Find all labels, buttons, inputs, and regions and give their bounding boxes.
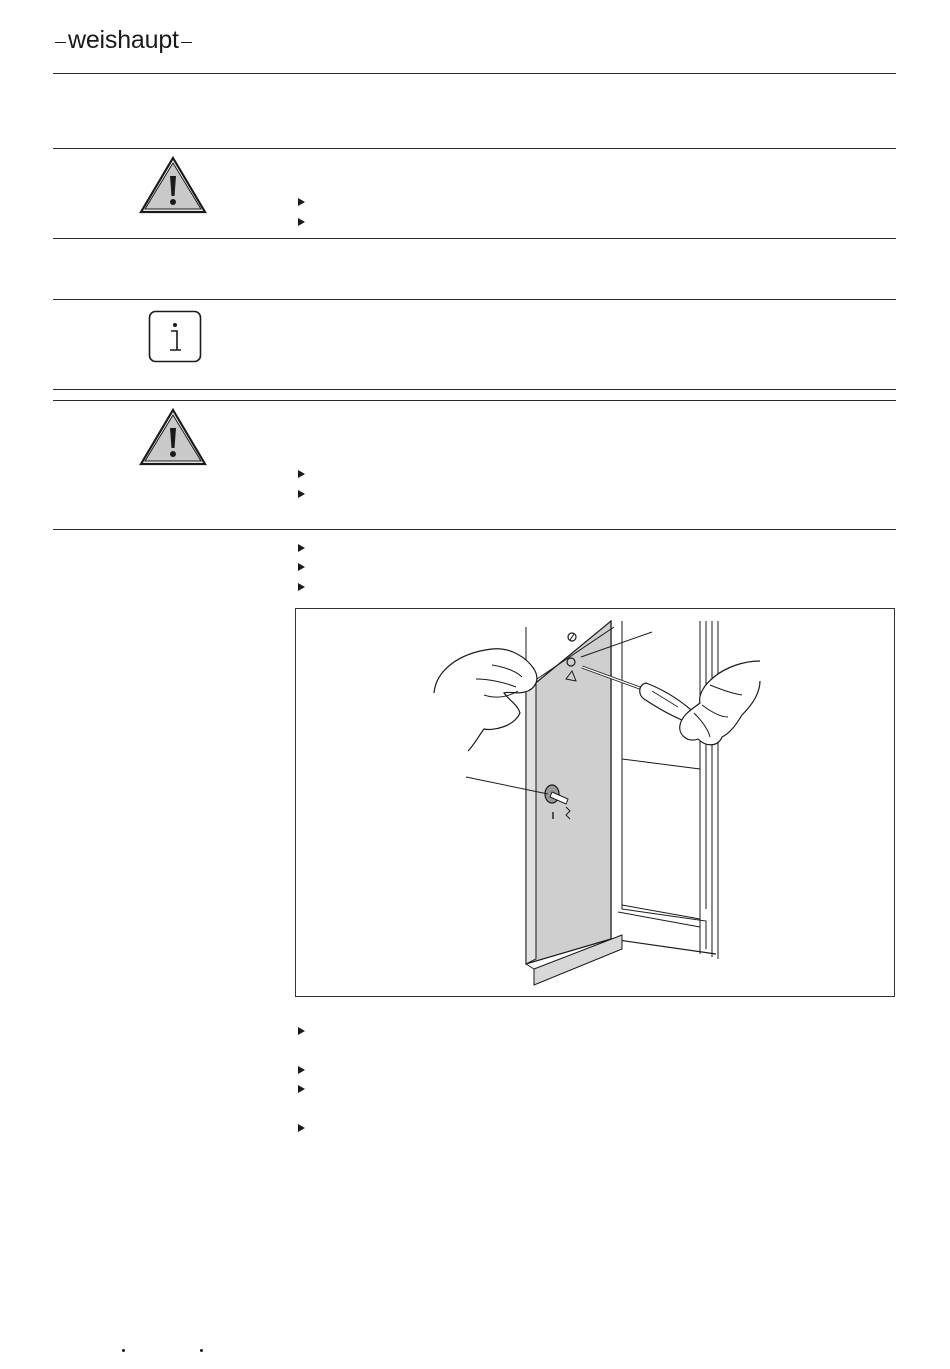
bullet-marker — [298, 470, 305, 478]
bullet-marker — [298, 1085, 305, 1093]
footer-dot — [200, 1349, 203, 1352]
section-divider — [53, 238, 896, 239]
bullet-marker — [298, 1027, 305, 1035]
section-divider — [53, 389, 896, 390]
brand-logo — [53, 26, 194, 55]
warning-triangle-icon — [139, 408, 207, 466]
logo-dash-right — [181, 42, 192, 44]
header-divider — [53, 73, 896, 74]
bullet-marker — [298, 583, 305, 591]
warning-triangle-icon — [139, 156, 207, 214]
illustration-panel-screwdriver — [296, 609, 894, 996]
section-divider — [53, 529, 896, 530]
bullet-marker — [298, 218, 305, 226]
hand-icon — [434, 649, 537, 751]
bullet-marker — [298, 198, 305, 206]
logo-dash-left — [55, 42, 66, 44]
brand-logo-text: weishaupt — [68, 26, 179, 54]
info-icon — [148, 310, 202, 363]
section-divider — [53, 148, 896, 149]
section-divider — [53, 400, 896, 401]
bullet-marker — [298, 1124, 305, 1132]
hand-icon — [680, 661, 760, 745]
bullet-marker — [298, 490, 305, 498]
bullet-marker — [298, 1066, 305, 1074]
figure-illustration — [295, 608, 895, 997]
section-divider — [53, 299, 896, 300]
bullet-marker — [298, 563, 305, 571]
footer-dot — [122, 1349, 125, 1352]
bullet-marker — [298, 544, 305, 552]
